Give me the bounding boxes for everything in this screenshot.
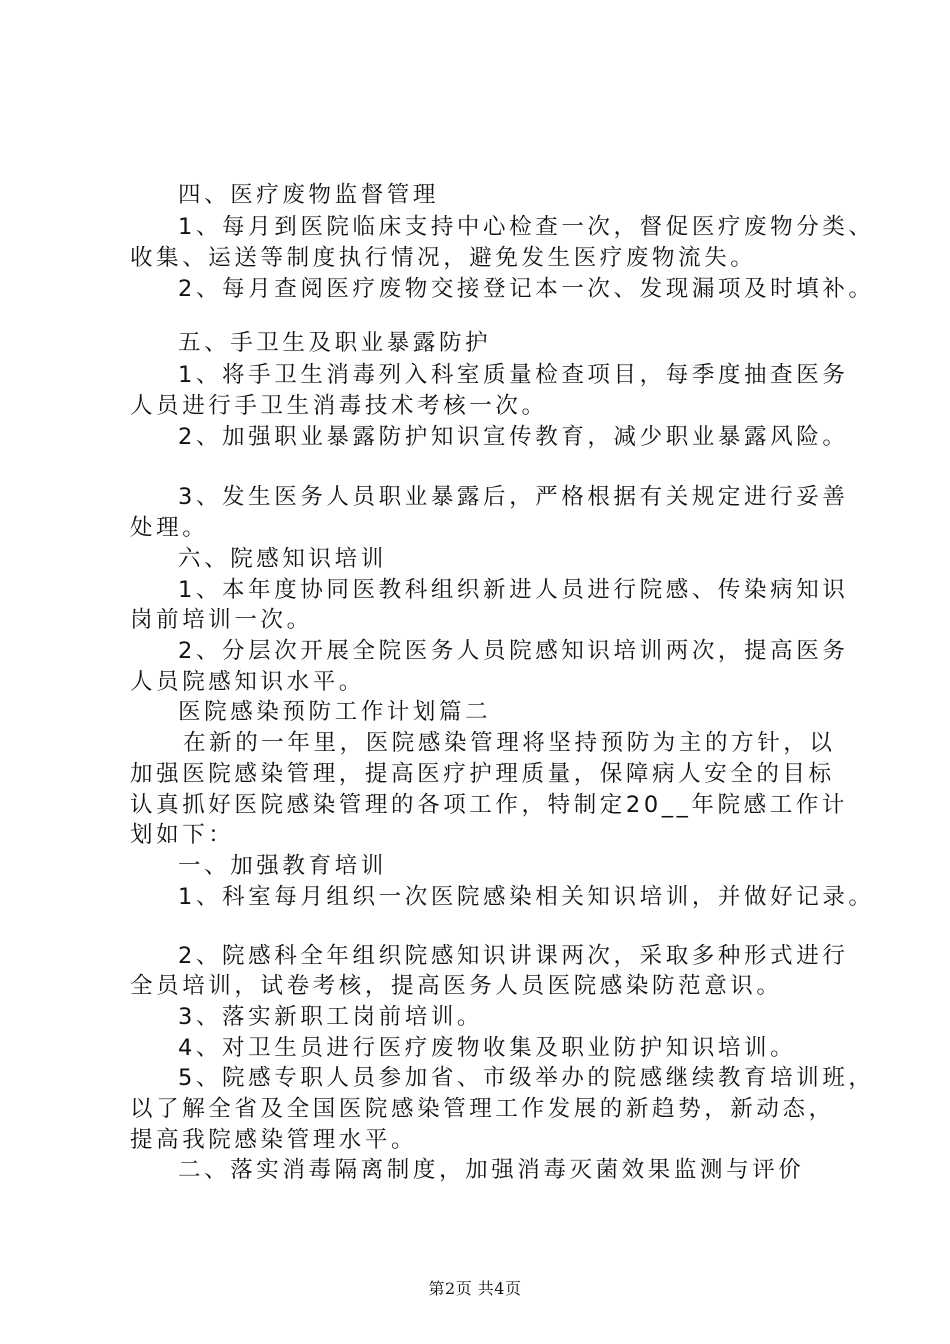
paragraph-line: 收集、运送等制度执行情况，避免发生医疗废物流失。	[130, 245, 757, 271]
paragraph-line: 1、将手卫生消毒列入科室质量检查项目，每季度抽查医务	[178, 362, 849, 388]
paragraph-line: 人员进行手卫生消毒技术考核一次。	[130, 393, 548, 419]
paragraph-line: 处理。	[130, 515, 209, 541]
paragraph-line: 1、本年度协同医教科组织新进人员进行院感、传染病知识	[178, 577, 849, 603]
paragraph-line: 1、每月到医院临床支持中心检查一次，督促医疗废物分类、	[178, 214, 875, 240]
document-subtitle: 医院感染预防工作计划篇二	[178, 699, 492, 725]
paragraph-line: 提高我院感染管理水平。	[130, 1127, 418, 1153]
paragraph-line: 划如下：	[130, 822, 235, 848]
paragraph-line: 4、对卫生员进行医疗废物收集及职业防护知识培训。	[178, 1035, 797, 1061]
section-heading-education: 一、加强教育培训	[178, 853, 387, 879]
paragraph-line: 1、科室每月组织一次医院感染相关知识培训，并做好记录。	[178, 884, 875, 910]
paragraph-line: 2、每月查阅医疗废物交接登记本一次、发现漏项及时填补。	[178, 276, 875, 302]
paragraph-line: 以了解全省及全国医院感染管理工作发展的新趋势，新动态，	[130, 1096, 835, 1122]
page-number-footer: 第2页 共4页	[428, 1279, 522, 1298]
paragraph-line: 认真抓好医院感染管理的各项工作，特制定20__年院感工作计	[130, 792, 849, 818]
paragraph-line: 2、院感科全年组织院感知识讲课两次，采取多种形式进行	[178, 943, 849, 969]
paragraph-line: 在新的一年里，医院感染管理将坚持预防为主的方针，以	[183, 730, 836, 756]
section-heading-training: 六、院感知识培训	[178, 546, 387, 572]
paragraph-line: 加强医院感染管理，提高医疗护理质量，保障病人安全的目标	[130, 761, 835, 787]
paragraph-line: 2、分层次开展全院医务人员院感知识培训两次，提高医务	[178, 638, 849, 664]
section-heading-disinfection: 二、落实消毒隔离制度，加强消毒灭菌效果监测与评价	[178, 1157, 805, 1183]
paragraph-line: 2、加强职业暴露防护知识宣传教育，减少职业暴露风险。	[178, 424, 849, 450]
paragraph-line: 人员院感知识水平。	[130, 669, 365, 695]
paragraph-line: 3、落实新职工岗前培训。	[178, 1004, 484, 1030]
section-heading-medical-waste: 四、医疗废物监督管理	[178, 182, 440, 208]
paragraph-line: 5、院感专职人员参加省、市级举办的院感继续教育培训班，	[178, 1065, 875, 1091]
paragraph-line: 3、发生医务人员职业暴露后，严格根据有关规定进行妥善	[178, 484, 849, 510]
section-heading-hand-hygiene: 五、手卫生及职业暴露防护	[178, 330, 492, 356]
paragraph-line: 全员培训，试卷考核，提高医务人员医院感染防范意识。	[130, 973, 783, 999]
paragraph-line: 岗前培训一次。	[130, 607, 313, 633]
